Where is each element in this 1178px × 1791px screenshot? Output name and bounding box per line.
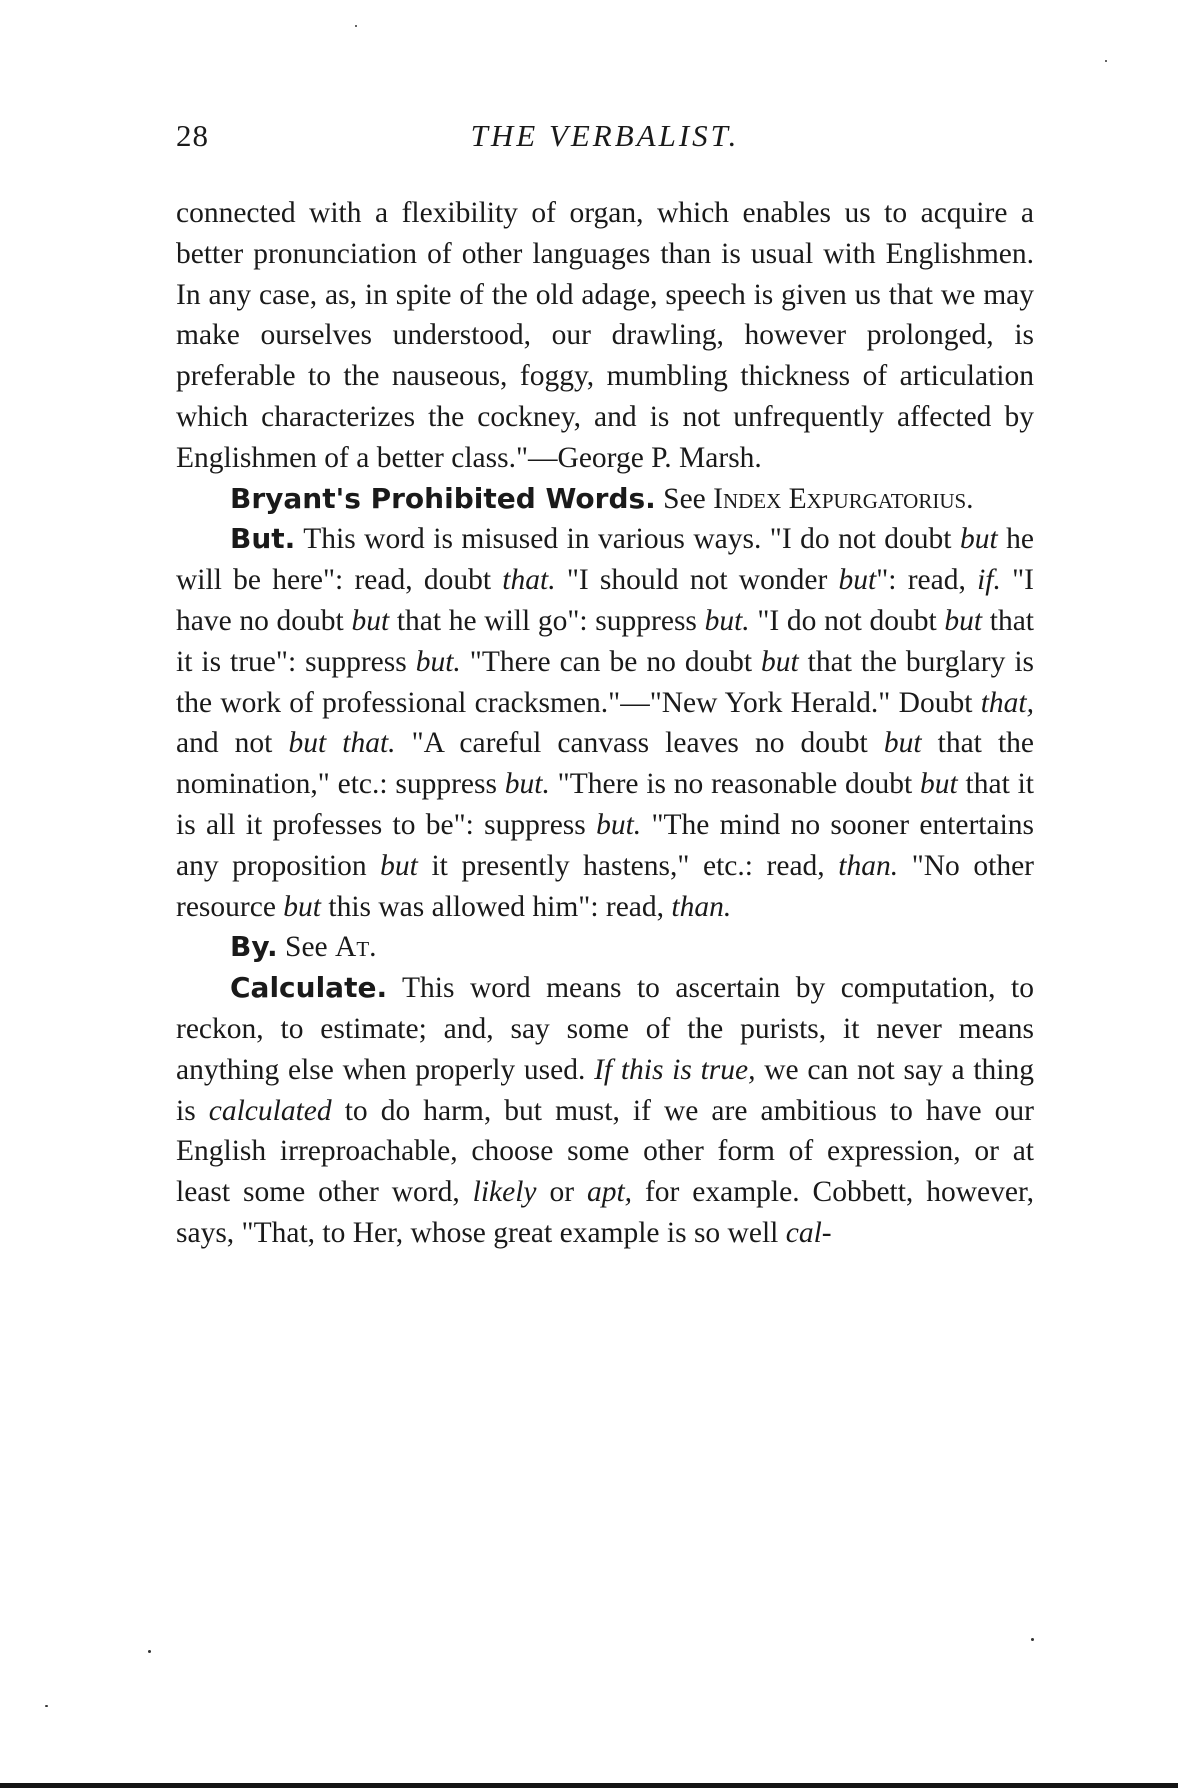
entry-by bbox=[176, 927, 1034, 968]
italic-run: If this is true, bbox=[594, 1053, 756, 1086]
italic-run: likely bbox=[472, 1176, 537, 1209]
text-run: that it is true": suppress bbox=[176, 604, 1034, 678]
see-text: See bbox=[285, 931, 328, 964]
scan-speck bbox=[355, 25, 357, 27]
italic-run: than. bbox=[838, 849, 899, 882]
headword: By. bbox=[230, 930, 278, 964]
text-run: "I do not doubt bbox=[749, 604, 945, 637]
running-title: THE VERBALIST. bbox=[470, 118, 740, 153]
scan-speck bbox=[148, 1650, 151, 1653]
text-run: "The mind no sooner entertains any proposition bbox=[176, 808, 1034, 882]
cross-reference: Index Expurgatorius. bbox=[713, 482, 974, 515]
italic-run: that. bbox=[502, 564, 556, 597]
headword: But. bbox=[230, 522, 296, 556]
italic-run: but. bbox=[704, 604, 750, 637]
italic-run: but bbox=[944, 604, 983, 637]
text-run: this was allowed him": read, bbox=[321, 890, 672, 923]
text-run: "There can be no doubt bbox=[460, 645, 761, 678]
text-run: "A careful canvass leaves no doubt bbox=[395, 727, 884, 760]
italic-run: calculated bbox=[208, 1094, 332, 1127]
italic-run: but. bbox=[415, 645, 461, 678]
italic-run: but that. bbox=[288, 727, 396, 760]
headword: Bryant's Prohibited Words. bbox=[230, 481, 656, 515]
text-run: we can not say a thing is bbox=[176, 1053, 1034, 1127]
scan-speck bbox=[45, 1705, 48, 1707]
italic-run: than. bbox=[671, 890, 732, 923]
text-run: to do harm, but must, if we are ambitious to have our English irreproachable, choose some other form of expression, or at least some other word, bbox=[176, 1094, 1034, 1209]
page-number: 28 bbox=[176, 118, 209, 153]
text-run: This word means to ascertain by computation, to reckon, to estimate; and, say some of the purists, it never means anything else when properly used. bbox=[176, 972, 1034, 1086]
text-run: or bbox=[536, 1176, 587, 1209]
text-run: that the nomination," etc.: suppress bbox=[176, 727, 1034, 801]
entry-but bbox=[176, 519, 1034, 927]
text-run: it presently hastens," etc.: read, bbox=[417, 849, 839, 882]
page-header bbox=[176, 118, 1034, 158]
italic-run: but bbox=[920, 768, 958, 801]
italic-run: but bbox=[959, 523, 998, 556]
italic-run: apt, bbox=[586, 1176, 633, 1209]
italic-run: cal- bbox=[785, 1216, 832, 1249]
italic-run: but bbox=[283, 890, 321, 923]
body-text bbox=[176, 193, 1034, 1254]
italic-run: but bbox=[351, 604, 390, 637]
text-run: "I have no doubt bbox=[176, 564, 1034, 637]
text-run: This word is misused in various ways. "I do not doubt bbox=[295, 523, 960, 556]
text-run: "I should not wonder bbox=[555, 564, 839, 597]
headword: Calculate. bbox=[230, 971, 388, 1005]
text-run: that the burglary is the work of professional cracksmen."—"New York Herald." Doubt bbox=[176, 645, 1034, 719]
text-run: that it is all it professes to be": suppress bbox=[176, 768, 1034, 841]
see-text: See bbox=[663, 482, 706, 515]
scan-speck bbox=[1105, 60, 1107, 62]
cross-reference: At. bbox=[335, 931, 377, 964]
italic-run: but bbox=[761, 645, 799, 678]
text-run: that he will go": suppress bbox=[389, 604, 705, 637]
entry-calculate bbox=[176, 968, 1034, 1254]
paragraph-continuation: connected with a flexibility of organ, which enables us to acquire a better pronunciation of other languages than is usual with Englishmen. In any case, as, in spite of the old adage, speech is given us that we may make ourselves understood, our drawling, however prolonged, is preferable to the nauseous, foggy, mumbling thickness of articulation which characterizes the cockney, and is not unfrequently affected by Englishmen of a better class."—George P. Marsh. bbox=[176, 197, 1034, 474]
text-run: "No other resource bbox=[176, 849, 1034, 923]
italic-run: but. bbox=[504, 768, 550, 801]
italic-run: but bbox=[883, 727, 922, 760]
italic-run: if. bbox=[977, 564, 1001, 597]
text-run: for example. Cobbett, however, says, "That, to Her, whose great example is so well bbox=[176, 1176, 1034, 1249]
scan-bottom-edge bbox=[0, 1783, 1178, 1788]
text-run: he will be here": read, doubt bbox=[176, 523, 1035, 597]
text-run: ": read, bbox=[876, 564, 978, 597]
italic-run: but bbox=[380, 849, 418, 882]
text-run: "There is no reasonable doubt bbox=[549, 768, 921, 801]
text-run: and not bbox=[176, 727, 289, 760]
italic-run: but bbox=[838, 564, 877, 597]
scan-speck bbox=[1031, 1638, 1034, 1641]
entry-bryants-prohibited-words bbox=[176, 479, 1034, 520]
italic-run: but. bbox=[596, 808, 642, 841]
italic-run: that, bbox=[980, 686, 1034, 719]
